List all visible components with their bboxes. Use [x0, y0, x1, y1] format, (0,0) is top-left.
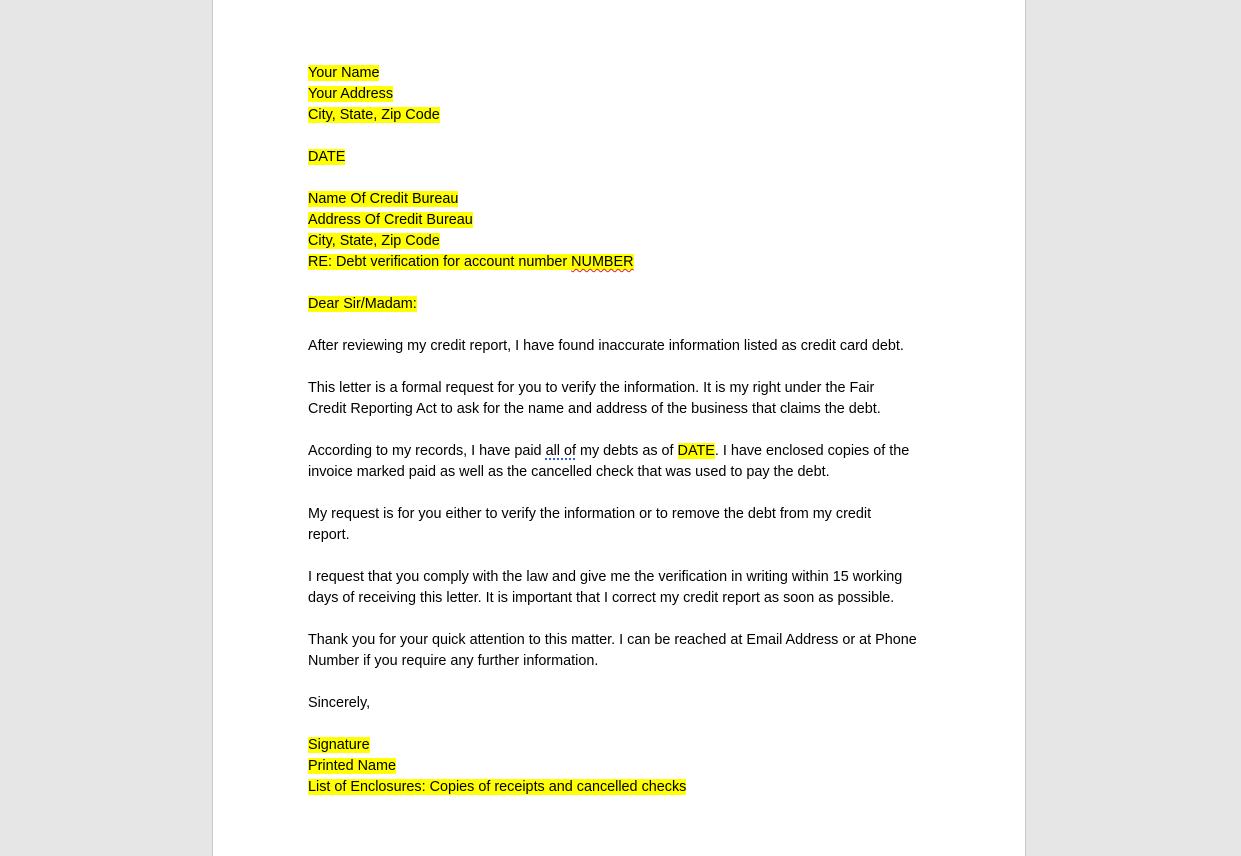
- grammar-flagged-phrase[interactable]: all of: [545, 443, 576, 459]
- recipient-address-line[interactable]: [308, 210, 948, 231]
- paragraph-5-line-1[interactable]: I request that you comply with the law and give me the verification in writing within 15 working: [308, 569, 903, 585]
- blank-line[interactable]: [308, 672, 948, 693]
- paragraph-3-part-3[interactable]: . I have enclosed copies of the: [714, 443, 910, 459]
- paragraph-4-line-1[interactable]: My request is for you either to verify the information or to remove the debt from my credit: [308, 506, 872, 522]
- enclosures[interactable]: List of Enclosures: Copies of receipts and cancelled checks: [308, 779, 687, 795]
- paragraph-1[interactable]: After reviewing my credit report, I have found inaccurate information listed as credit card debt.: [308, 338, 904, 354]
- blank-line[interactable]: [308, 483, 948, 504]
- blank-line[interactable]: [308, 546, 948, 567]
- sender-name[interactable]: Your Name: [308, 65, 380, 81]
- paragraph-4-line-2[interactable]: report.: [308, 527, 350, 543]
- recipient-address[interactable]: Address Of Credit Bureau: [308, 212, 473, 228]
- enclosures-line[interactable]: [308, 777, 948, 798]
- signature-line[interactable]: [308, 735, 948, 756]
- account-number-placeholder[interactable]: NUMBER: [571, 254, 634, 270]
- paragraph-5-line-2[interactable]: days of receiving this letter. It is important that I correct my credit report as soon as possible.: [308, 590, 895, 606]
- printed-name-line[interactable]: [308, 756, 948, 777]
- document-page[interactable]: [212, 0, 1026, 856]
- blank-line[interactable]: [308, 714, 948, 735]
- sender-address-line[interactable]: [308, 84, 948, 105]
- blank-line[interactable]: [308, 168, 948, 189]
- paragraph-6-line-2[interactable]: Number if you require any further information.: [308, 653, 599, 669]
- blank-line[interactable]: [308, 609, 948, 630]
- sender-city-state-zip[interactable]: City, State, Zip Code: [308, 107, 440, 123]
- signature[interactable]: Signature: [308, 737, 370, 753]
- paragraph-6-line-1[interactable]: Thank you for your quick attention to this matter. I can be reached at Email Address or at Phone: [308, 632, 917, 648]
- paragraph-3-line-1[interactable]: [308, 441, 948, 462]
- paragraph-3-part-1[interactable]: According to my records, I have paid: [308, 443, 546, 459]
- recipient-city-line[interactable]: [308, 231, 948, 252]
- blank-line[interactable]: [308, 420, 948, 441]
- paragraph-3-line-2[interactable]: invoice marked paid as well as the cancelled check that was used to pay the debt.: [308, 464, 830, 480]
- recipient-city-state-zip[interactable]: City, State, Zip Code: [308, 233, 440, 249]
- blank-line[interactable]: [308, 315, 948, 336]
- paragraph-date-placeholder[interactable]: DATE: [677, 443, 715, 459]
- closing[interactable]: Sincerely,: [308, 695, 371, 711]
- re-line-highlight[interactable]: [308, 254, 634, 270]
- re-line-prefix[interactable]: RE: Debt verification for account number: [308, 254, 572, 270]
- blank-line[interactable]: [308, 126, 948, 147]
- recipient-name-line[interactable]: [308, 189, 948, 210]
- sender-address[interactable]: Your Address: [308, 86, 394, 102]
- paragraph-2-line-1[interactable]: This letter is a formal request for you to verify the information. It is my right under the Fair: [308, 380, 875, 396]
- re-line[interactable]: [308, 252, 948, 273]
- sender-city-line[interactable]: [308, 105, 948, 126]
- salutation-line[interactable]: [308, 294, 948, 315]
- printed-name[interactable]: Printed Name: [308, 758, 396, 774]
- letter-body[interactable]: [308, 63, 948, 798]
- date-line[interactable]: [308, 147, 948, 168]
- sender-name-line[interactable]: [308, 63, 948, 84]
- blank-line[interactable]: [308, 273, 948, 294]
- paragraph-3-part-2[interactable]: my debts as of: [575, 443, 678, 459]
- salutation[interactable]: Dear Sir/Madam:: [308, 296, 417, 312]
- blank-line[interactable]: [308, 357, 948, 378]
- recipient-name[interactable]: Name Of Credit Bureau: [308, 191, 459, 207]
- paragraph-2-line-2[interactable]: Credit Reporting Act to ask for the name and address of the business that claims the debt.: [308, 401, 881, 417]
- letter-date[interactable]: DATE: [308, 149, 346, 165]
